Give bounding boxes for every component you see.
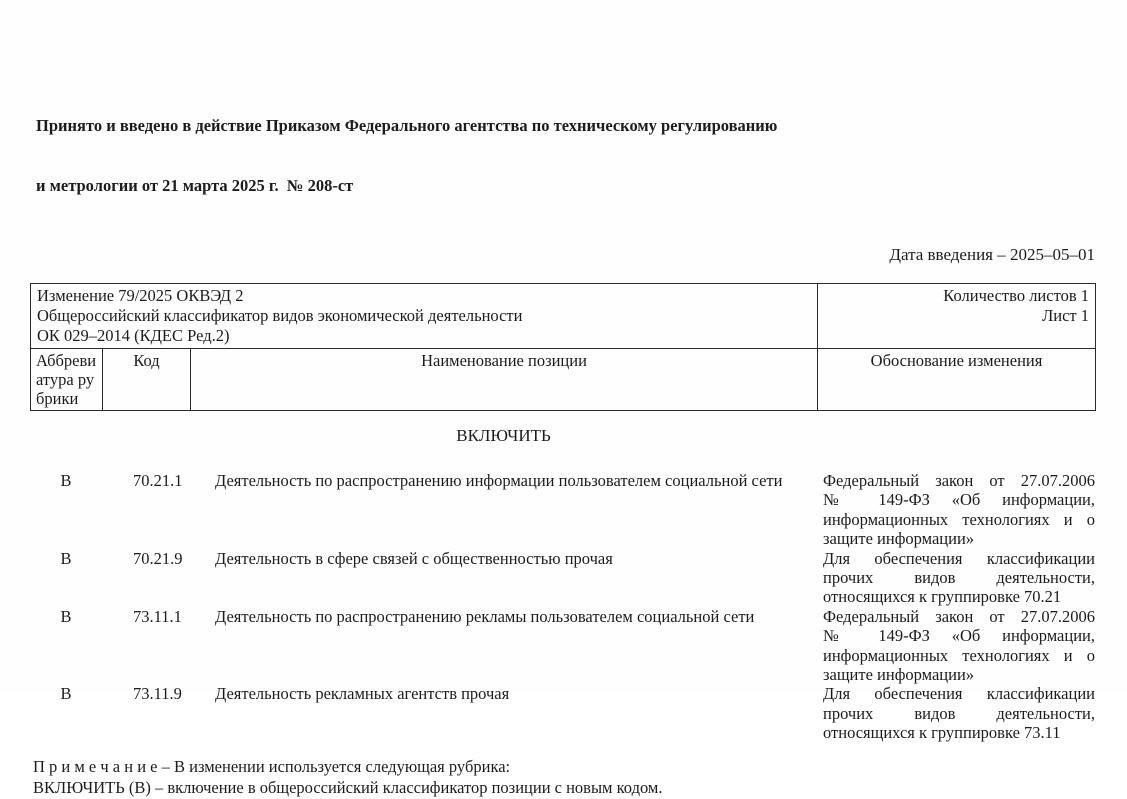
row-justification <box>823 549 1095 607</box>
row-justification <box>823 607 1095 685</box>
justification-line: прочих видов деятельности, <box>823 568 1095 588</box>
justification-line: защите информации» <box>823 529 975 549</box>
justification-line: относящихся к группировке 70.21 <box>823 587 1062 607</box>
change-body <box>30 426 1095 799</box>
justification-line: информационных технологиях и о <box>823 509 1095 529</box>
justification-line: Для обеспечения классификации <box>823 548 1095 568</box>
col-header-justification: Обоснование изменения <box>818 349 1096 411</box>
justification-line: прочих видов деятельности, <box>823 703 1095 723</box>
note-line: П р и м е ч а н и е – В изменении используется следующая рубрика: <box>33 756 511 776</box>
col-header-code: Код <box>103 349 191 411</box>
justification-line: Для обеспечения классификации <box>823 684 1095 704</box>
row-justification <box>823 684 1095 742</box>
row-code: 70.21.1 <box>133 471 183 490</box>
table-row <box>30 549 1095 607</box>
row-abbrev: В <box>60 548 72 568</box>
section-include-title: ВКЛЮЧИТЬ <box>456 426 551 445</box>
sheet-count: Количество листов 1 <box>943 286 1089 305</box>
change-header-table <box>30 283 1096 411</box>
col-header-abbrev: Аббревиатура рубрики <box>31 349 103 411</box>
col-header-name: Наименование позиции <box>191 349 818 411</box>
sheet-number: Лист 1 <box>1042 306 1089 325</box>
sheet-count-cell <box>818 284 1096 349</box>
change-rows <box>30 471 1095 743</box>
row-code: 73.11.9 <box>133 684 182 704</box>
table-row <box>30 684 1095 742</box>
change-title-line: ОК 029–2014 (КДЕС Ред.2) <box>37 326 230 345</box>
row-abbrev: В <box>60 606 72 626</box>
justification-line: Федеральный закон от 27.07.2006 <box>823 606 1095 626</box>
table-column-headers <box>31 349 1096 411</box>
row-abbrev: В <box>60 471 72 490</box>
row-position-name: Деятельность по распространению информации пользователем социальной сети <box>215 471 783 490</box>
justification-line: № 149-ФЗ «Об информации, <box>823 626 1095 646</box>
intro-line-1: Принято и введено в действие Приказом Федерального агентства по техническому регулированию <box>36 116 778 135</box>
footnotes <box>33 756 1095 799</box>
table-title-row <box>31 284 1096 349</box>
change-title-line: Изменение 79/2025 ОКВЭД 2 <box>37 286 244 305</box>
change-title-cell <box>31 284 818 349</box>
justification-line: № 149-ФЗ «Об информации, <box>823 490 1095 510</box>
change-title-line: Общероссийский классификатор видов экономической деятельности <box>37 306 523 325</box>
row-justification <box>823 471 1095 549</box>
row-code: 73.11.1 <box>133 606 182 626</box>
row-abbrev: В <box>60 684 72 704</box>
row-position-name: Деятельность по распространению рекламы пользователем социальной сети <box>215 606 755 626</box>
row-position-name: Деятельность в сфере связей с общественностью прочая <box>215 548 613 568</box>
table-row <box>30 607 1095 685</box>
row-position-name: Деятельность рекламных агентств прочая <box>215 684 510 704</box>
justification-line: защите информации» <box>823 665 975 685</box>
intro-paragraph <box>36 0 1127 236</box>
introduction-date: Дата введения – 2025–05–01 <box>889 245 1095 264</box>
justification-line: Федеральный закон от 27.07.2006 <box>823 471 1095 490</box>
row-code: 70.21.9 <box>133 548 183 568</box>
note-line: ВКЛЮЧИТЬ (В) – включение в общероссийский классификатор позиции с новым кодом. <box>33 778 663 798</box>
table-row <box>30 471 1095 549</box>
justification-line: относящихся к группировке 73.11 <box>823 723 1061 743</box>
intro-line-2: и метрологии от 21 марта 2025 г. № 208-ст <box>36 176 354 195</box>
justification-line: информационных технологиях и о <box>823 645 1095 665</box>
